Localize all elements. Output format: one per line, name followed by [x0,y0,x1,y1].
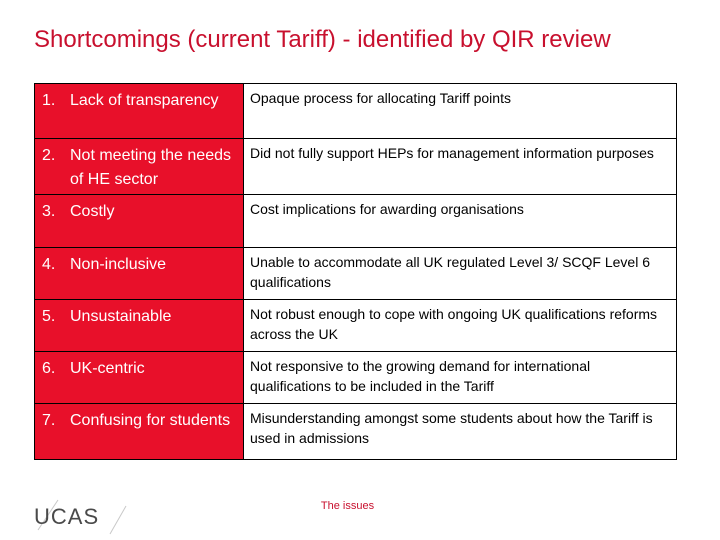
issue-description-cell [244,139,677,195]
logo-text: UCAS [34,504,100,529]
issue-number: 2. [42,147,56,164]
ucas-logo [34,494,134,538]
table-row [35,84,677,139]
issue-label: Not meeting the needs of HE sector [70,147,231,188]
issue-label-cell [35,139,244,195]
issue-label: Confusing for students [70,412,231,429]
table-row [35,404,677,460]
issue-label: UK-centric [70,360,145,377]
issue-description: Not robust enough to cope with ongoing UK qualifications reforms across the UK [250,306,658,342]
issue-description-cell [244,195,677,248]
issue-description: Not responsive to the growing demand for international qualifications to be included in the Tariff [250,358,591,394]
issue-description: Cost implications for awarding organisations [250,201,524,217]
issue-description-cell [244,84,677,139]
table-row [35,195,677,248]
issue-number: 3. [42,203,56,220]
issue-description-cell [244,404,677,460]
issue-description-cell [244,352,677,404]
issue-label: Unsustainable [70,308,172,325]
issue-label-cell [35,248,244,300]
issue-description: Opaque process for allocating Tariff points [250,90,511,106]
issue-description-cell [244,300,677,352]
footer-label: The issues [320,500,375,512]
table-row [35,300,677,352]
issue-label-cell [35,84,244,139]
issue-label-cell [35,404,244,460]
table-row [35,248,677,300]
table-row [35,139,677,195]
issue-label: Costly [70,203,115,220]
slide-title: Shortcomings (current Tariff) - identified by QIR review [34,26,611,53]
issue-description: Unable to accommodate all UK regulated Level 3/ SCQF Level 6 qualifications [250,254,650,290]
issue-label-cell [35,300,244,352]
issue-label-cell [35,195,244,248]
issue-label-cell [35,352,244,404]
issue-number: 5. [42,308,56,325]
issue-number: 4. [42,256,56,273]
issue-description: Misunderstanding amongst some students about how the Tariff is used in admissions [250,410,653,446]
shortcomings-table [34,83,677,460]
issue-label: Non-inclusive [70,256,167,273]
issue-number: 7. [42,412,56,429]
issue-description: Did not fully support HEPs for management information purposes [250,145,654,161]
issue-number: 6. [42,360,56,377]
issue-description-cell [244,248,677,300]
issue-number: 1. [42,92,56,109]
table-row [35,352,677,404]
issue-label: Lack of transparency [70,92,219,109]
